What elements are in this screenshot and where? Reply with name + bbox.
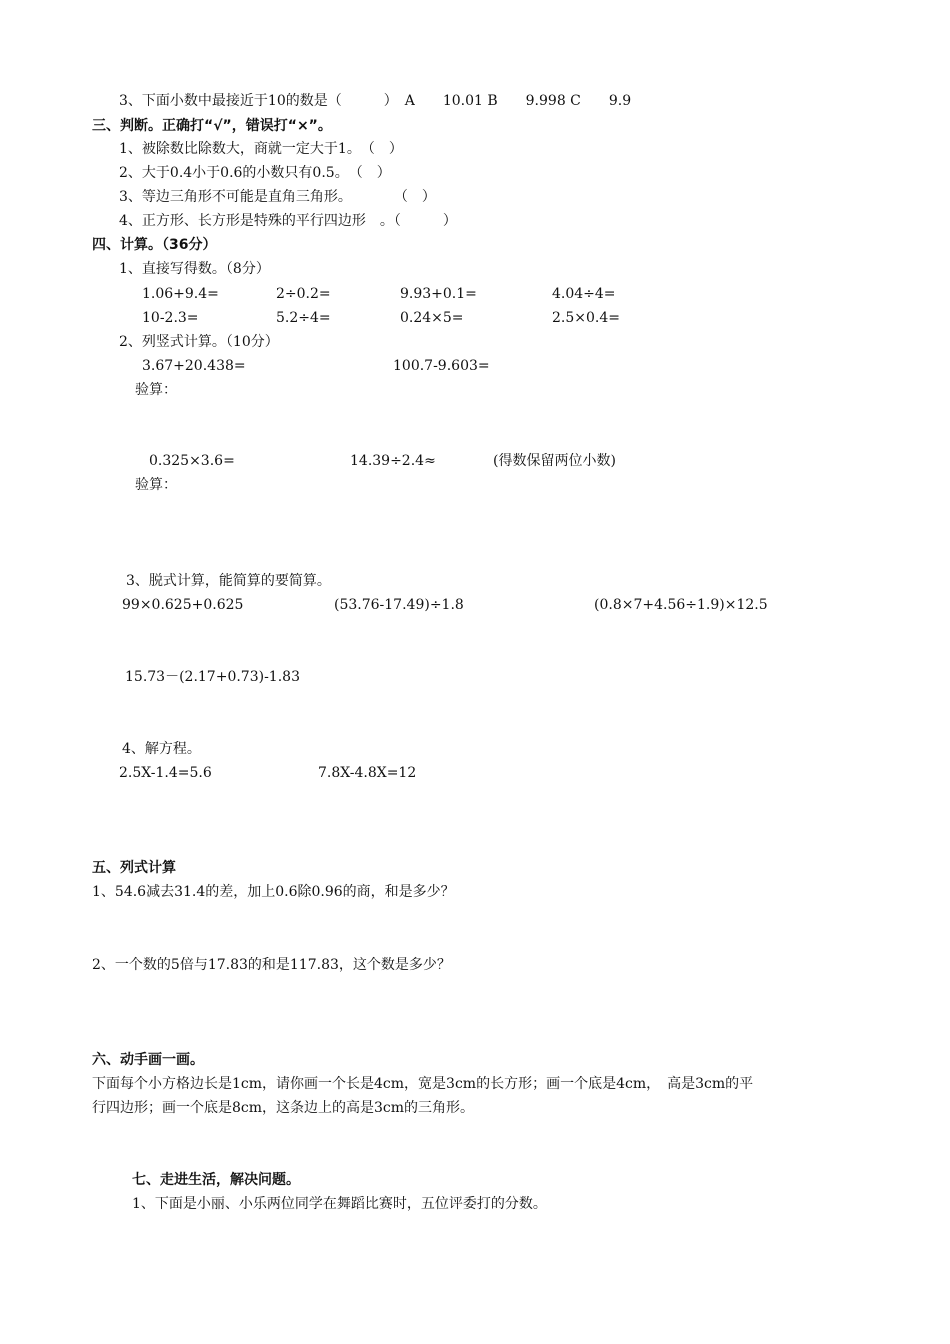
drawing-instructions-line-2: 行四边形；画一个底是8cm，这条边上的高是3cm的三角形。 [92,1100,475,1116]
judge-item-3: 3、等边三角形不可能是直角三角形。 （ ） [119,189,436,205]
vertical-calc-c: 0.325×3.6= [149,453,235,469]
judge-item-2: 2、大于0.4小于0.6的小数只有0.5。 （ ） [119,165,391,181]
equation-2: 7.8X-4.8X=12 [318,765,417,781]
direct-calc-item: 4.04÷4= [552,286,616,302]
direct-calc-item: 1.06+9.4= [142,286,219,302]
vertical-calc-a: 3.67+20.438= [142,358,246,374]
direct-calc-item: 5.2÷4= [276,310,331,326]
section-7-title: 七、走进生活，解决问题。 [132,1172,300,1188]
equation-label: 4、解方程。 [122,741,201,757]
section-3-title: 三、判断。正确打“√”，错误打“×”。 [92,118,332,134]
rounding-note: (得数保留两位小数) [493,453,616,469]
stepwise-expr-1: 99×0.625+0.625 [122,597,244,613]
word-problem-2: 2、一个数的5倍与17.83的和是117.83，这个数是多少？ [92,957,451,973]
stepwise-expr-3: (0.8×7+4.56÷1.9)×12.5 [594,597,768,613]
check-label-1: 验算： [135,382,177,398]
choice-question-3: 3、下面小数中最接近于10的数是（ ） A 10.01 B 9.998 C 9.9 [119,93,632,109]
judge-item-4: 4、正方形、长方形是特殊的平行四边形 。（ ） [119,213,457,229]
section-6-title: 六、动手画一画。 [92,1052,204,1068]
stepwise-expr-4: 15.73－(2.17+0.73)-1.83 [125,669,300,685]
stepwise-expr-2: (53.76-17.49)÷1.8 [334,597,464,613]
vertical-calc-label: 2、列竖式计算。（10分） [119,334,279,350]
life-problem-1: 1、下面是小丽、小乐两位同学在舞蹈比赛时，五位评委打的分数。 [132,1196,547,1212]
check-label-2: 验算： [135,477,177,493]
vertical-calc-d: 14.39÷2.4≈ [350,453,436,469]
vertical-calc-b: 100.7-9.603= [393,358,490,374]
word-problem-1: 1、54.6减去31.4的差，加上0.6除0.96的商，和是多少？ [92,884,455,900]
equation-1: 2.5X-1.4=5.6 [119,765,212,781]
direct-calc-item: 2.5×0.4= [552,310,620,326]
drawing-instructions-line-1: 下面每个小方格边长是1cm，请你画一个长是4cm，宽是3cm的长方形；画一个底是4cm， 高是3cm的平 [92,1076,754,1092]
direct-calc-item: 9.93+0.1= [400,286,477,302]
direct-calc-label: 1、直接写得数。（8分） [119,261,270,277]
direct-calc-item: 0.24×5= [400,310,464,326]
direct-calc-item: 2÷0.2= [276,286,331,302]
stepwise-calc-label: 3、脱式计算，能简算的要简算。 [126,573,331,589]
judge-item-1: 1、被除数比除数大，商就一定大于1。 （ ） [119,141,403,157]
section-4-title: 四、计算。（36分） [92,237,217,253]
direct-calc-item: 10-2.3= [142,310,199,326]
section-5-title: 五、列式计算 [92,860,176,876]
